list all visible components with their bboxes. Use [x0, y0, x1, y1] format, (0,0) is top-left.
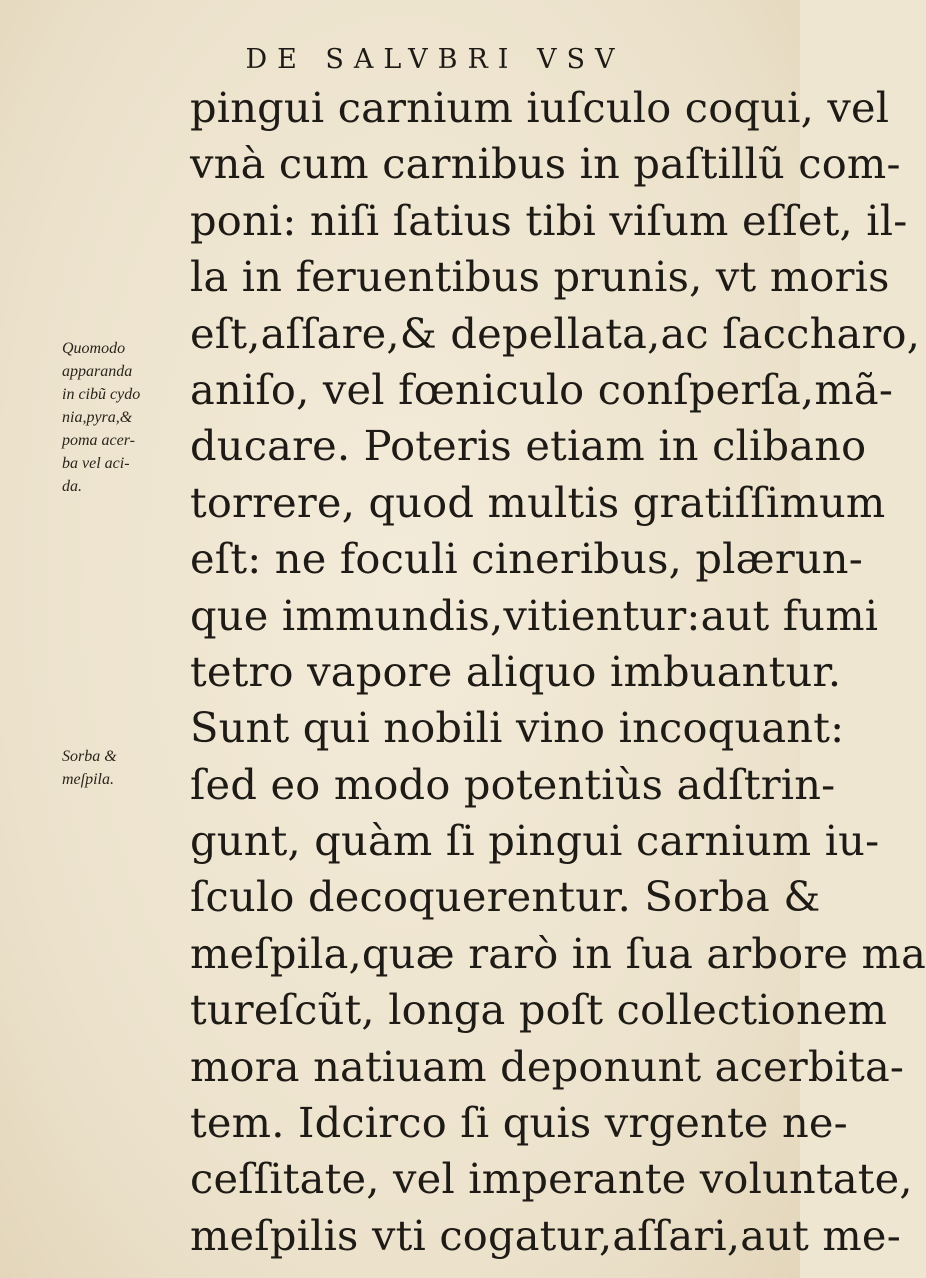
text-line: poni: niſi ſatius tibi viſum eſſet, il- [190, 195, 908, 245]
text-line: ſed eo modo potentiùs adſtrin- [190, 759, 836, 809]
text-line: ſculo decoquerentur. Sorba & [190, 872, 821, 922]
text-line: mora natiuam deponunt acerbita- [190, 1041, 905, 1091]
text-line: aniſo, vel fœniculo conſperſa,mã- [190, 364, 894, 414]
text-line: que immundis,vitientur:aut fumi [190, 590, 879, 640]
text-line: la in feruentibus prunis, vt moris [190, 252, 890, 302]
text-line: tem. Idcirco ſi quis vrgente ne- [190, 1098, 848, 1148]
body-text [190, 80, 926, 1264]
text-line: torrere, quod multis gratiſſimum [190, 477, 886, 527]
text-line: Sunt qui nobili vino incoquant: [190, 703, 845, 753]
margin-note-line: da. [62, 478, 82, 495]
text-line: gunt, quàm ſi pingui carnium iu- [190, 816, 880, 866]
margin-note-line: in cibũ cydo [62, 386, 141, 403]
text-line: tetro vapore aliquo imbuantur. [190, 646, 842, 696]
margin-note-line: meſpila. [62, 771, 114, 788]
text-line: eſt: ne foculi cineribus, plærun- [190, 534, 863, 584]
margin-note-line: poma acer- [62, 432, 135, 449]
text-line: eſt,aſſare,& depellata,ac ſaccharo, [190, 308, 921, 358]
text-line: tureſcũt, longa poſt collectionem [190, 985, 888, 1035]
margin-note-line: nia,pyra,& [62, 409, 133, 426]
margin-note-line: Quomodo [62, 340, 126, 357]
margin-note-sorba [62, 745, 192, 791]
margin-note-line: ba vel aci- [62, 455, 130, 472]
margin-note-line: Sorba & [62, 748, 117, 765]
text-line: meſpila,quæ rarò in ſua arbore ma [190, 928, 926, 978]
running-header: DE SALVBRI VSV [245, 44, 625, 75]
text-line: ducare. Poteris etiam in clibano [190, 421, 867, 471]
margin-note-quomodo [62, 337, 192, 498]
text-line: meſpilis vti cogatur,aſſari,aut me- [190, 1210, 901, 1260]
text-line: vnà cum carnibus in paſtillũ com- [190, 139, 901, 189]
text-line: pingui carnium iuſculo coqui, vel [190, 83, 890, 132]
text-line: ceſſitate, vel imperante voluntate, [190, 1154, 913, 1204]
margin-note-line: apparanda [62, 363, 133, 380]
